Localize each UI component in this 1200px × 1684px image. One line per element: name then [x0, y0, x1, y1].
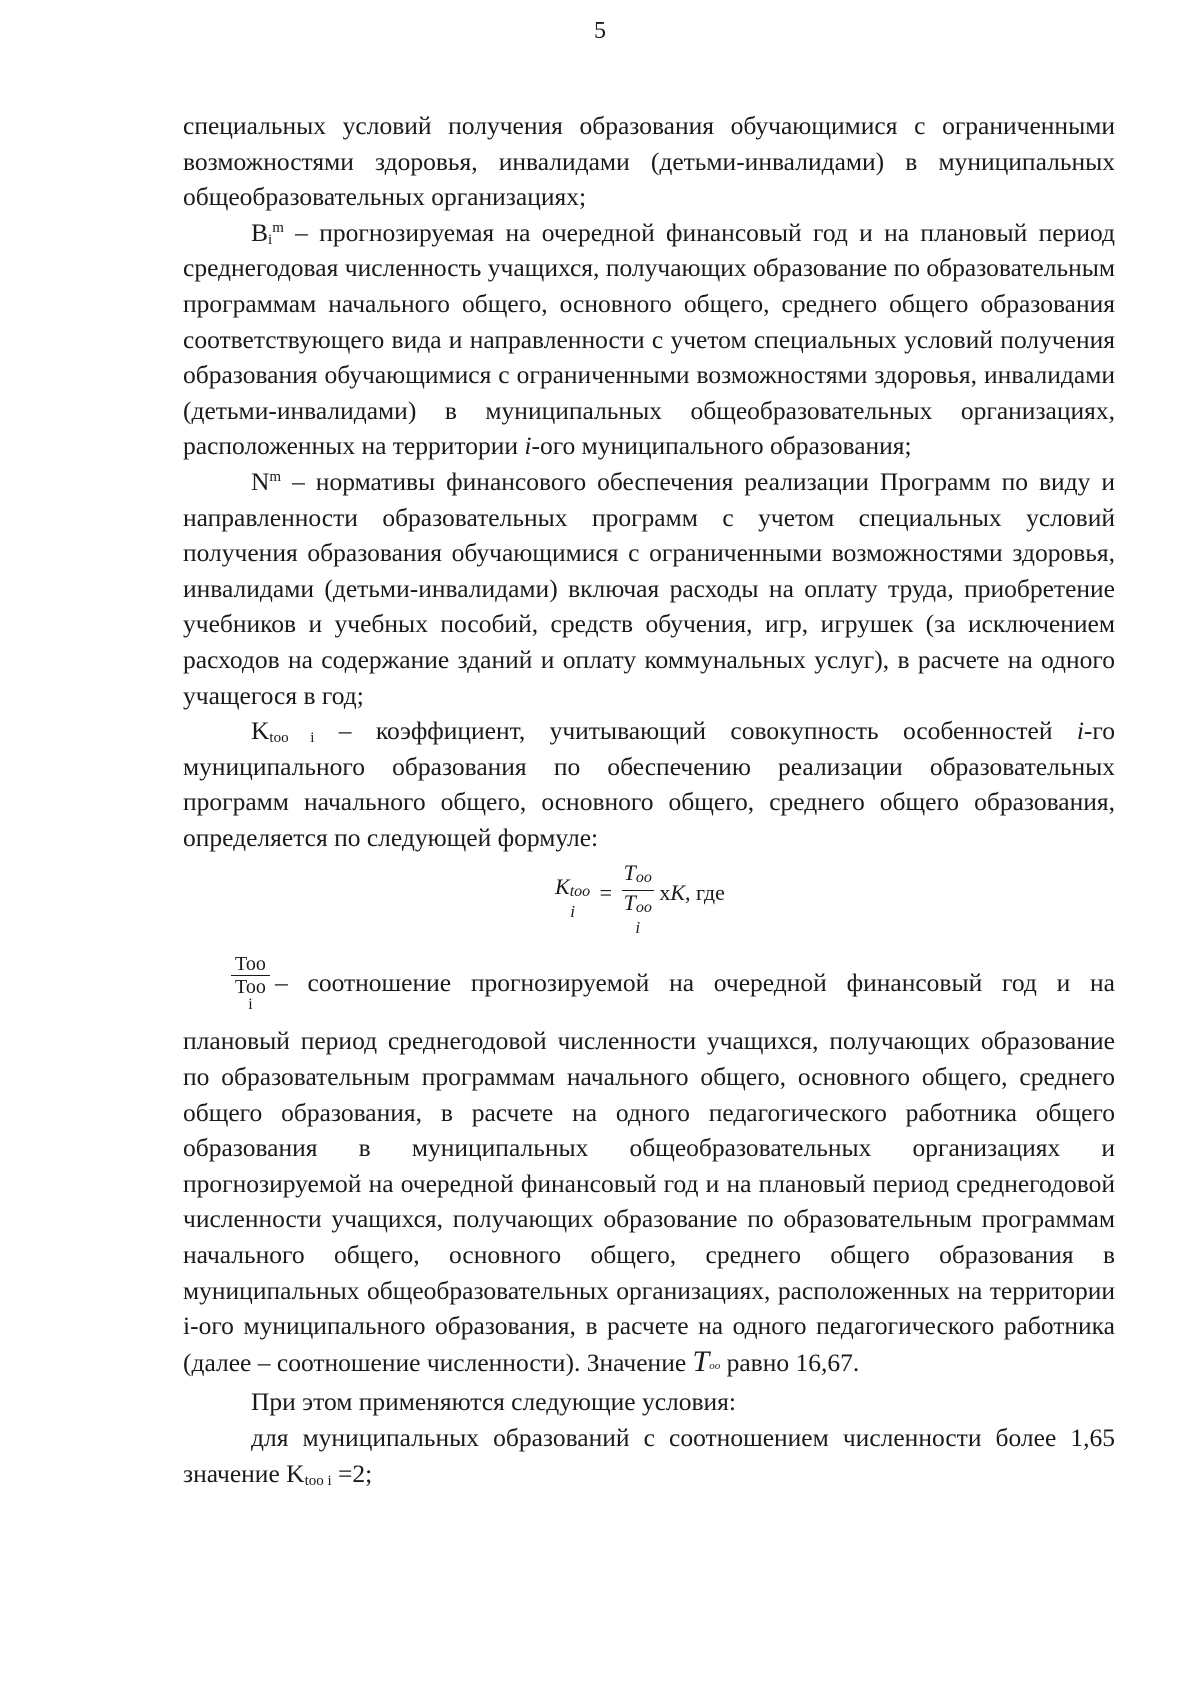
italic-i: i [524, 431, 532, 461]
nm-text: – нормативы финансового обеспечения реализации Программ по виду и направленности образовательных программ с учетом специальных условий получения образования обучающимися с ограниченными возможностями здоровья, инвалидами (детьми-инвалидами) включая расходы на оплату труда, приобретение учебников и учебных пособий, средств обучения, игр, игрушек (за исключением расходов на содержание зданий и оплату коммунальных услуг), в расчете на одного учащегося в год; [183, 466, 1115, 710]
paragraph-ratio-definition: плановый период среднегодовой численности учащихся, получающих образование по образовательным программам начального общего, основного общего, среднего общего образования, в расчете на одного педагогического работника общего образования в муниципальных общеобразовательных организациях и прогнозируемой на очередной финансовый год и на плановый период среднегодовой численности учащихся, получающих образование по образовательным программам начального общего, основного общего, среднего общего образования в муниципальных общеобразовательных организациях, расположенных на территории i-ого муниципального образования, в расчете на одного педагогического работника (далее – соотношение численности). Значение $T_{oo}$ равно 16,67. [183, 1026, 1115, 1378]
formula-lhs: $K_{too}$ i [555, 874, 591, 922]
symbol-k-sub: too i [269, 730, 315, 747]
paragraph-condition-1: для муниципальных образований с соотношением численности более 1,65 значение $K_{too i} =2$; [183, 1423, 1115, 1489]
symbol-n-sup: m [269, 468, 282, 485]
document-body [183, 108, 1115, 1491]
italic-i: i [1076, 716, 1084, 746]
formula-tail: xK, где [659, 880, 725, 906]
symbol-b-sub: i [268, 231, 273, 248]
paragraph-1: специальных условий получения образования обучающимися с ограниченными возможностями здоровья, инвалидами (детьми-инвалидами) в муниципальных общеобразовательных организациях; [183, 111, 1115, 212]
bim-text: – прогнозируемая на очередной финансовый год и на плановый период среднегодовая численность учащихся, получающих образование по образовательным программам начального общего, основного общего, среднего общего образования соответствующего вида и направленности с учетом специальных условий получения образования обучающимися с ограниченными возможностями здоровья, инвалидами (детьми-инвалидами) в муниципальных общеобразовательных организациях, расположенных на территории [183, 217, 1115, 461]
ktoo-formula [183, 857, 1115, 939]
formula-fraction: $T_{oo}$ $T_{oo}$ i [623, 860, 652, 938]
symbol-n: N [251, 466, 270, 496]
paragraph-nm-definition [183, 464, 1115, 713]
paragraph-ktoo-definition [183, 713, 1115, 855]
ratio-definition-first-line [183, 953, 1115, 1023]
paragraph-conditions-intro: При этом применяются следующие условия: [251, 1387, 736, 1417]
page-number: 5 [594, 18, 606, 44]
symbol-b: B [251, 217, 269, 247]
too-symbol: $T_{oo}$ [692, 1344, 721, 1378]
symbol-b-sup: m [272, 219, 284, 236]
paragraph-bim-definition [183, 215, 1115, 464]
ktoo-tail: -го муниципального образования по обеспечению реализации образовательных программ начального общего, основного общего, среднего общего образования, определяется по следующей формуле: [183, 716, 1115, 852]
ktoo-text: – коэффициент, учитывающий совокупность особенностей [314, 716, 1077, 746]
formula-equals: = [599, 880, 613, 906]
symbol-k: K [251, 716, 270, 746]
ratio-fraction: Too Too i [231, 953, 270, 1012]
bim-tail: -ого муниципального образования; [531, 431, 912, 461]
ratio-first-line-text: – соотношение прогнозируемой на очередной финансовый год и на [275, 968, 1115, 998]
